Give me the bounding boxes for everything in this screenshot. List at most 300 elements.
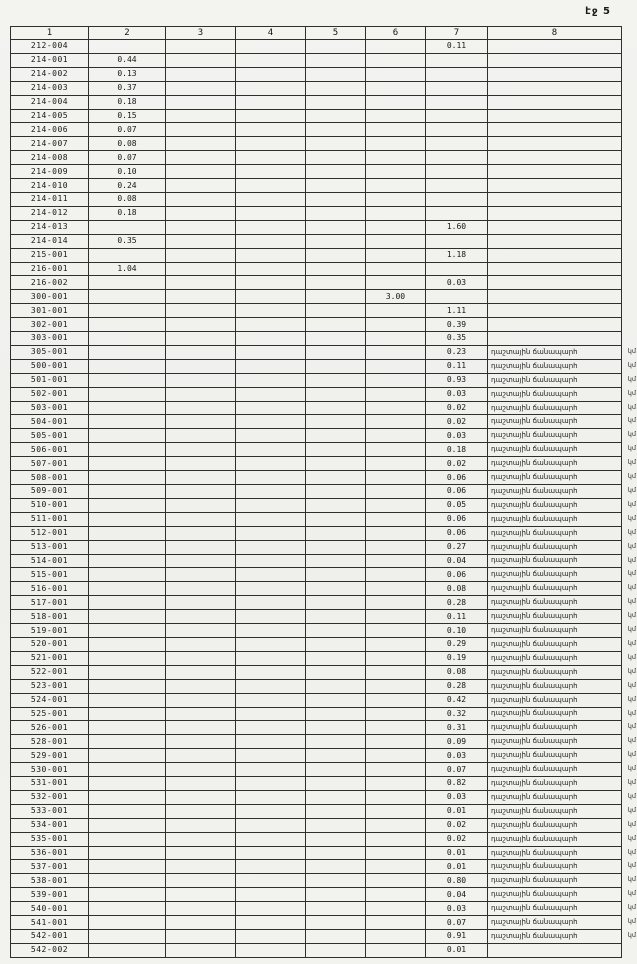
road-cell: դաշտային ճանապարհ կմ — [488, 624, 622, 638]
empty-cell — [236, 290, 306, 304]
empty-cell — [236, 651, 306, 665]
table-row — [11, 721, 622, 735]
empty-cell — [236, 137, 306, 151]
empty-cell — [306, 679, 366, 693]
empty-cell — [89, 498, 166, 512]
table-row — [11, 888, 622, 902]
empty-cell — [366, 568, 426, 582]
empty-cell — [166, 679, 236, 693]
empty-cell — [236, 512, 306, 526]
empty-cell — [236, 916, 306, 930]
empty-cell — [366, 429, 426, 443]
empty-cell — [426, 123, 488, 137]
empty-cell — [89, 276, 166, 290]
empty-cell — [236, 790, 306, 804]
empty-cell — [166, 902, 236, 916]
value-cell: 0.82 — [426, 777, 488, 791]
code-cell: 505-001 — [11, 429, 89, 443]
empty-cell — [236, 930, 306, 944]
table-row — [11, 318, 622, 332]
value-cell: 0.03 — [426, 429, 488, 443]
empty-cell — [89, 304, 166, 318]
empty-cell — [89, 888, 166, 902]
empty-cell — [89, 345, 166, 359]
empty-cell — [306, 81, 366, 95]
code-cell: 214-011 — [11, 192, 89, 206]
value-cell: 0.18 — [426, 443, 488, 457]
road-cell: դաշտային ճանապարհ կմ — [488, 443, 622, 457]
empty-cell — [306, 332, 366, 346]
table-header-row — [11, 27, 622, 40]
table-row — [11, 512, 622, 526]
value-cell: 0.27 — [426, 540, 488, 554]
empty-cell — [236, 568, 306, 582]
empty-cell — [366, 721, 426, 735]
empty-cell — [488, 165, 622, 179]
empty-cell — [236, 749, 306, 763]
code-cell: 518-001 — [11, 610, 89, 624]
empty-cell — [89, 707, 166, 721]
code-cell: 517-001 — [11, 596, 89, 610]
unit-label: կմ — [627, 388, 636, 397]
table-row — [11, 165, 622, 179]
empty-cell — [166, 888, 236, 902]
empty-cell — [166, 707, 236, 721]
table-row — [11, 651, 622, 665]
unit-label: կմ — [627, 486, 636, 494]
empty-cell — [166, 165, 236, 179]
road-cell: դաշտային ճանապարհ կմ — [488, 749, 622, 763]
value-cell: 0.31 — [426, 721, 488, 735]
value-cell: 0.23 — [426, 345, 488, 359]
empty-cell — [426, 290, 488, 304]
empty-cell — [166, 401, 236, 415]
empty-cell — [366, 443, 426, 457]
value-cell: 0.03 — [426, 749, 488, 763]
empty-cell — [488, 248, 622, 262]
empty-cell — [488, 151, 622, 165]
empty-cell — [366, 387, 426, 401]
empty-cell — [306, 637, 366, 651]
empty-cell — [366, 637, 426, 651]
value-cell: 0.10 — [426, 624, 488, 638]
table-row — [11, 220, 622, 234]
empty-cell — [306, 832, 366, 846]
empty-cell — [366, 818, 426, 832]
road-cell: դաշտային ճանապարհ կմ — [488, 735, 622, 749]
code-cell: 532-001 — [11, 790, 89, 804]
empty-cell — [166, 109, 236, 123]
empty-cell — [236, 206, 306, 220]
road-cell: դաշտային ճանապարհ կմ — [488, 860, 622, 874]
empty-cell — [166, 429, 236, 443]
unit-label: կմ — [627, 917, 636, 926]
road-cell: դաշտային ճանապարհ կմ — [488, 610, 622, 624]
code-cell: 506-001 — [11, 443, 89, 457]
value-cell: 0.13 — [89, 67, 166, 81]
value-cell: 0.24 — [89, 179, 166, 193]
table-row — [11, 457, 622, 471]
empty-cell — [166, 582, 236, 596]
empty-cell — [488, 276, 622, 290]
value-cell: 0.28 — [426, 679, 488, 693]
empty-cell — [366, 359, 426, 373]
empty-cell — [366, 860, 426, 874]
empty-cell — [89, 902, 166, 916]
empty-cell — [306, 290, 366, 304]
code-cell: 215-001 — [11, 248, 89, 262]
empty-cell — [166, 874, 236, 888]
empty-cell — [236, 804, 306, 818]
road-cell: դաշտային ճանապարհ կմ — [488, 637, 622, 651]
value-cell: 0.02 — [426, 457, 488, 471]
code-cell: 214-009 — [11, 165, 89, 179]
code-cell: 542-001 — [11, 930, 89, 944]
unit-label: կմ — [627, 527, 636, 536]
empty-cell — [236, 345, 306, 359]
empty-cell — [166, 81, 236, 95]
empty-cell — [366, 735, 426, 749]
empty-cell — [306, 192, 366, 206]
empty-cell — [166, 345, 236, 359]
empty-cell — [426, 67, 488, 81]
value-cell: 0.05 — [426, 498, 488, 512]
empty-cell — [236, 582, 306, 596]
table-row — [11, 554, 622, 568]
table-row — [11, 387, 622, 401]
unit-label: կմ — [627, 833, 636, 842]
code-cell: 530-001 — [11, 763, 89, 777]
value-cell: 0.44 — [89, 53, 166, 67]
value-cell: 0.07 — [426, 916, 488, 930]
road-cell: դաշտային ճանապարհ կմ — [488, 916, 622, 930]
empty-cell — [306, 818, 366, 832]
empty-cell — [236, 540, 306, 554]
empty-cell — [89, 526, 166, 540]
empty-cell — [89, 387, 166, 401]
code-cell: 507-001 — [11, 457, 89, 471]
empty-cell — [366, 67, 426, 81]
empty-cell — [89, 568, 166, 582]
empty-cell — [236, 860, 306, 874]
unit-label: կմ — [627, 889, 636, 898]
value-cell: 1.60 — [426, 220, 488, 234]
table-row — [11, 568, 622, 582]
value-cell: 0.19 — [426, 651, 488, 665]
table-row — [11, 665, 622, 679]
road-cell: դաշտային ճանապարհ կմ — [488, 415, 622, 429]
unit-label: կմ — [627, 416, 636, 425]
empty-cell — [366, 401, 426, 415]
empty-cell — [366, 596, 426, 610]
road-cell: դաշտային ճանապարհ կմ — [488, 721, 622, 735]
empty-cell — [306, 735, 366, 749]
empty-cell — [89, 651, 166, 665]
value-cell: 0.10 — [89, 165, 166, 179]
table-row — [11, 332, 622, 346]
road-cell: դաշտային ճանապարհ կմ — [488, 401, 622, 415]
empty-cell — [166, 443, 236, 457]
road-cell: դաշտային ճանապարհ կմ — [488, 679, 622, 693]
value-cell: 0.08 — [89, 192, 166, 206]
table-row — [11, 109, 622, 123]
code-cell: 535-001 — [11, 832, 89, 846]
empty-cell — [306, 137, 366, 151]
table-row — [11, 526, 622, 540]
empty-cell — [366, 707, 426, 721]
empty-cell — [366, 151, 426, 165]
value-cell: 0.01 — [426, 943, 488, 957]
empty-cell — [366, 276, 426, 290]
table-row — [11, 498, 622, 512]
code-cell: 214-007 — [11, 137, 89, 151]
code-cell: 514-001 — [11, 554, 89, 568]
empty-cell — [306, 902, 366, 916]
empty-cell — [366, 40, 426, 54]
empty-cell — [306, 624, 366, 638]
code-cell: 511-001 — [11, 512, 89, 526]
code-cell: 534-001 — [11, 818, 89, 832]
unit-label: կմ — [627, 597, 636, 606]
table-row — [11, 345, 622, 359]
value-cell: 0.06 — [426, 568, 488, 582]
empty-cell — [366, 53, 426, 67]
road-cell: դաշտային ճանապարհ կմ — [488, 387, 622, 401]
empty-cell — [89, 332, 166, 346]
empty-cell — [166, 777, 236, 791]
table-row — [11, 234, 622, 248]
empty-cell — [306, 651, 366, 665]
empty-cell — [366, 206, 426, 220]
empty-cell — [89, 40, 166, 54]
empty-cell — [89, 401, 166, 415]
road-cell: դաշտային ճանապարհ կմ — [488, 554, 622, 568]
empty-cell — [236, 735, 306, 749]
empty-cell — [236, 262, 306, 276]
value-cell: 0.02 — [426, 415, 488, 429]
table-row — [11, 790, 622, 804]
empty-cell — [89, 818, 166, 832]
empty-cell — [366, 679, 426, 693]
empty-cell — [488, 137, 622, 151]
empty-cell — [236, 415, 306, 429]
empty-cell — [166, 248, 236, 262]
value-cell: 0.06 — [426, 485, 488, 499]
empty-cell — [89, 429, 166, 443]
road-cell: դաշտային ճանապարհ կմ — [488, 874, 622, 888]
empty-cell — [236, 95, 306, 109]
column-header: 2 — [89, 27, 166, 40]
table-row — [11, 137, 622, 151]
value-cell: 0.93 — [426, 373, 488, 387]
empty-cell — [366, 234, 426, 248]
value-cell: 0.01 — [426, 846, 488, 860]
empty-cell — [366, 930, 426, 944]
empty-cell — [166, 498, 236, 512]
empty-cell — [306, 179, 366, 193]
code-cell: 214-005 — [11, 109, 89, 123]
empty-cell — [166, 540, 236, 554]
empty-cell — [306, 943, 366, 957]
unit-label: կմ — [627, 778, 636, 787]
table-row — [11, 916, 622, 930]
unit-label: կմ — [627, 694, 636, 703]
road-cell: դաշտային ճանապարհ կմ — [488, 582, 622, 596]
empty-cell — [166, 735, 236, 749]
empty-cell — [306, 151, 366, 165]
unit-label: կմ — [627, 583, 636, 592]
empty-cell — [306, 916, 366, 930]
unit-label: կմ — [627, 791, 636, 800]
value-cell: 0.02 — [426, 401, 488, 415]
empty-cell — [306, 276, 366, 290]
empty-cell — [306, 248, 366, 262]
value-cell: 0.08 — [426, 665, 488, 679]
empty-cell — [366, 916, 426, 930]
table-row — [11, 804, 622, 818]
code-cell: 516-001 — [11, 582, 89, 596]
empty-cell — [366, 457, 426, 471]
code-cell: 503-001 — [11, 401, 89, 415]
empty-cell — [236, 693, 306, 707]
empty-cell — [366, 512, 426, 526]
unit-label: կմ — [627, 430, 636, 439]
empty-cell — [488, 192, 622, 206]
road-cell: դաշտային ճանապարհ կմ — [488, 930, 622, 944]
table-row — [11, 485, 622, 499]
empty-cell — [306, 401, 366, 415]
empty-cell — [236, 220, 306, 234]
empty-cell — [166, 526, 236, 540]
empty-cell — [236, 554, 306, 568]
empty-cell — [488, 332, 622, 346]
empty-cell — [236, 53, 306, 67]
value-cell: 0.02 — [426, 818, 488, 832]
empty-cell — [366, 832, 426, 846]
table-row — [11, 415, 622, 429]
empty-cell — [166, 387, 236, 401]
empty-cell — [426, 165, 488, 179]
code-cell: 513-001 — [11, 540, 89, 554]
road-cell: դաշտային ճանապարհ կմ — [488, 804, 622, 818]
table-row — [11, 40, 622, 54]
empty-cell — [236, 610, 306, 624]
empty-cell — [89, 777, 166, 791]
empty-cell — [89, 248, 166, 262]
empty-cell — [166, 179, 236, 193]
empty-cell — [236, 596, 306, 610]
empty-cell — [488, 318, 622, 332]
code-cell: 528-001 — [11, 735, 89, 749]
code-cell: 523-001 — [11, 679, 89, 693]
empty-cell — [236, 846, 306, 860]
value-cell: 0.18 — [89, 206, 166, 220]
empty-cell — [366, 804, 426, 818]
empty-cell — [166, 651, 236, 665]
unit-label: կմ — [627, 847, 636, 856]
table-row — [11, 707, 622, 721]
unit-label: կմ — [627, 903, 636, 912]
unit-label: կմ — [627, 625, 636, 634]
empty-cell — [306, 930, 366, 944]
table-row — [11, 401, 622, 415]
empty-cell — [236, 498, 306, 512]
table-row — [11, 123, 622, 137]
unit-label: կմ — [627, 374, 636, 383]
empty-cell — [89, 693, 166, 707]
empty-cell — [89, 540, 166, 554]
empty-cell — [166, 485, 236, 499]
empty-cell — [366, 304, 426, 318]
empty-cell — [306, 540, 366, 554]
unit-label: կմ — [627, 666, 636, 675]
empty-cell — [89, 637, 166, 651]
empty-cell — [366, 693, 426, 707]
code-cell: 216-002 — [11, 276, 89, 290]
empty-cell — [306, 373, 366, 387]
empty-cell — [366, 763, 426, 777]
empty-cell — [236, 624, 306, 638]
code-cell: 301-001 — [11, 304, 89, 318]
road-cell: դաշտային ճանապարհ կմ — [488, 540, 622, 554]
empty-cell — [426, 109, 488, 123]
empty-cell — [166, 721, 236, 735]
empty-cell — [166, 804, 236, 818]
value-cell: 0.35 — [89, 234, 166, 248]
road-cell: դաշտային ճանապարհ կմ — [488, 693, 622, 707]
value-cell: 0.18 — [89, 95, 166, 109]
empty-cell — [166, 943, 236, 957]
empty-cell — [306, 846, 366, 860]
page-number: էջ 5 — [585, 6, 611, 17]
empty-cell — [306, 526, 366, 540]
empty-cell — [306, 165, 366, 179]
empty-cell — [166, 332, 236, 346]
code-cell: 214-004 — [11, 95, 89, 109]
empty-cell — [306, 206, 366, 220]
code-cell: 538-001 — [11, 874, 89, 888]
code-cell: 302-001 — [11, 318, 89, 332]
empty-cell — [366, 526, 426, 540]
unit-label: կմ — [627, 652, 636, 661]
unit-label: կմ — [627, 680, 636, 689]
empty-cell — [306, 359, 366, 373]
empty-cell — [236, 679, 306, 693]
empty-cell — [488, 67, 622, 81]
road-cell: դաշտային ճանապարհ կմ — [488, 498, 622, 512]
empty-cell — [89, 916, 166, 930]
value-cell: 1.04 — [89, 262, 166, 276]
unit-label: կմ — [627, 875, 636, 884]
table-row — [11, 429, 622, 443]
empty-cell — [166, 192, 236, 206]
empty-cell — [236, 902, 306, 916]
empty-cell — [426, 137, 488, 151]
empty-cell — [89, 318, 166, 332]
empty-cell — [236, 818, 306, 832]
empty-cell — [306, 123, 366, 137]
road-cell: դաշտային ճանապարհ կմ — [488, 596, 622, 610]
empty-cell — [89, 679, 166, 693]
unit-label: կմ — [627, 346, 636, 355]
empty-cell — [366, 846, 426, 860]
empty-cell — [166, 123, 236, 137]
empty-cell — [89, 596, 166, 610]
empty-cell — [236, 457, 306, 471]
unit-label: կմ — [627, 638, 636, 647]
empty-cell — [236, 67, 306, 81]
code-cell: 542-002 — [11, 943, 89, 957]
